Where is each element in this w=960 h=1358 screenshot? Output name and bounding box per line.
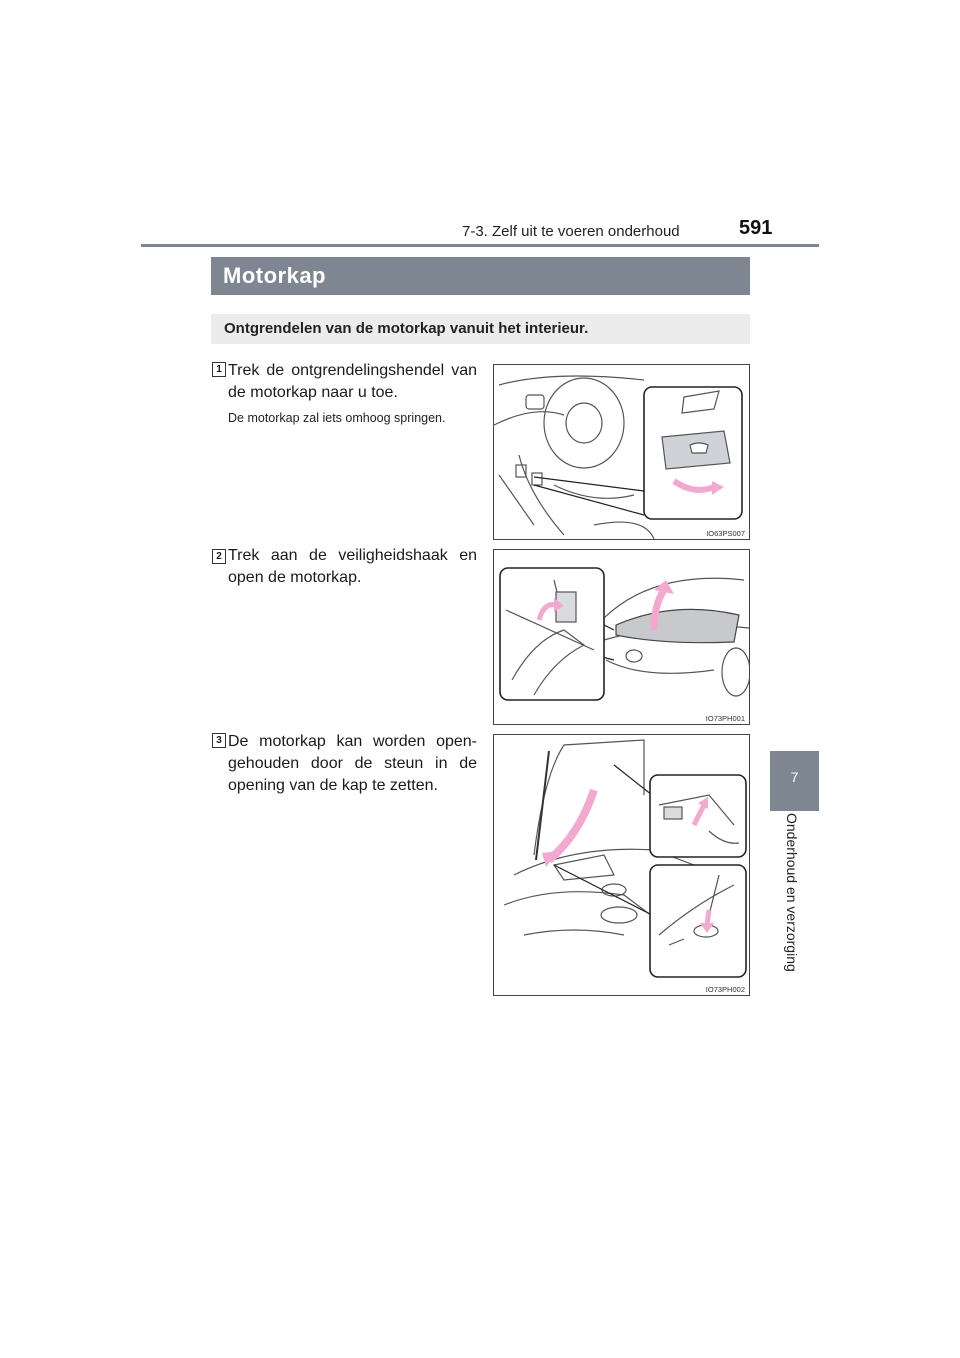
step-number-3: 3	[212, 733, 226, 748]
step-number-1: 1	[212, 362, 226, 377]
chapter-label: Onderhoud en verzorging	[784, 813, 800, 972]
step-number-2: 2	[212, 549, 226, 564]
figure-safety-catch	[493, 549, 750, 725]
figure-hood-support-rod	[493, 734, 750, 996]
page-title: Motorkap	[223, 263, 326, 288]
figure-code-1: IO63PS007	[706, 529, 745, 538]
step-note-1: De motorkap zal iets omhoog springen.	[228, 411, 446, 425]
step-text-2: Trek aan de veiligheidshaak en open de motorkap.	[228, 547, 477, 586]
step-text-3: De motorkap kan worden open-gehouden door de steun in de opening van de kap te zetten.	[228, 733, 477, 794]
subtitle: Ontgrendelen van de motorkap vanuit het interieur.	[224, 320, 589, 337]
page-number: 591	[739, 217, 773, 239]
title-bar	[211, 257, 750, 295]
chapter-tab	[770, 751, 819, 811]
chapter-number: 7	[790, 769, 799, 785]
figure-hood-release-lever	[493, 364, 750, 540]
figure-code-3: IO73PH002	[705, 985, 745, 994]
step-text-1: Trek de ontgrendelingshendel van de motorkap naar u toe.	[228, 362, 477, 401]
section-header: 7-3. Zelf uit te voeren onderhoud	[462, 223, 680, 240]
figure-code-2: IO73PH001	[705, 714, 745, 723]
header-rule	[141, 244, 819, 247]
subtitle-bar	[211, 314, 750, 344]
